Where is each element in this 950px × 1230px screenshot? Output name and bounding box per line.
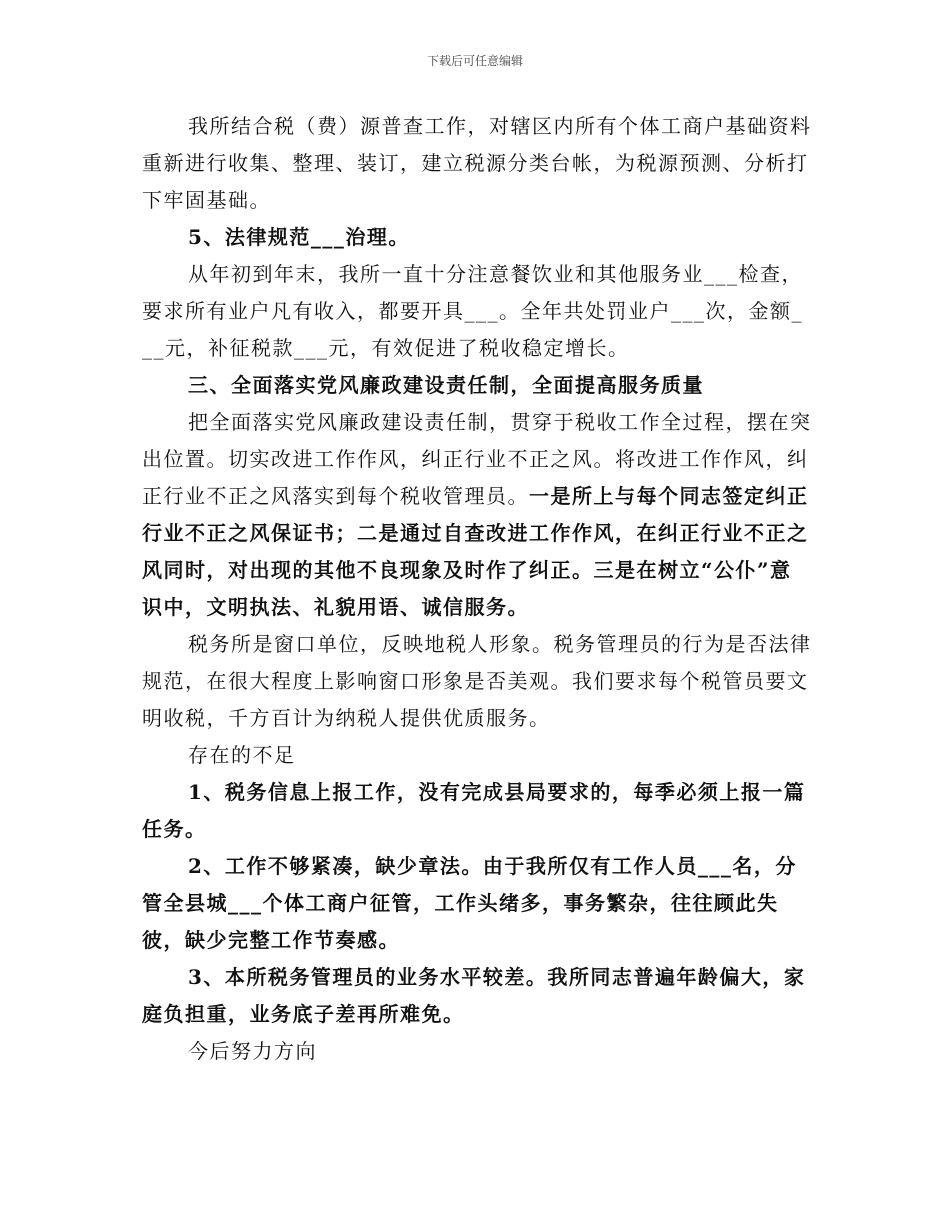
- page-header-note: 下载后可任意编辑: [426, 54, 523, 68]
- item-shortcoming-3: 3、本所税务管理员的业务水平较差。我所同志普遍年龄偏大，家庭负担重，业务底子差再所难免。: [142, 965, 806, 1026]
- item-shortcoming-2: 2、工作不够紧凑，缺少章法。由于我所仅有工作人员___名，分管全县城___个体工商户征管，工作头绪多，事务繁杂，往往顾此失彼，缺少完整工作节奏感。: [142, 854, 797, 952]
- paragraph-tax-source-survey: 我所结合税（费）源普查工作，对辖区内所有个体工商户基础资料重新进行收集、整理、装订，建立税源分类台帐，为税源预测、分析打下牢固基础。: [142, 114, 812, 212]
- heading-future-direction: 今后努力方向: [188, 1039, 317, 1063]
- item-shortcoming-1: 1、税务信息上报工作，没有完成县局要求的，每季必须上报一篇任务。: [142, 780, 806, 841]
- heading-legal-standardization: 5、法律规范___治理。: [188, 225, 410, 249]
- paragraph-window-unit: 税务所是窗口单位，反映地税人形象。税务管理员的行为是否法律规范，在很大程度上影响窗口形象是否美观。我们要求每个税管员要文明收税，千方百计为纳税人提供优质服务。: [142, 632, 812, 730]
- document-body: [142, 108, 812, 1070]
- paragraph-party-conduct-bold: 一是所上与每个同志签定纠正行业不正之风保证书；二是通过自查改进工作作风，在纠正行业不正之风同时，对出现的其他不良现象及时作了纠正。三是在树立“公仆”意识中，文明执法、礼貌用语、诚信服务。: [142, 484, 809, 619]
- paragraph-party-conduct-normal: 把全面落实党风廉政建设责任制，贯穿于税收工作全过程，摆在突出位置。切实改进工作作风，纠正行业不正之风。将改进工作作风，纠正行业不正之风落实到每个税收管理员。: [142, 410, 812, 508]
- heading-section-three: 三、全面落实党风廉政建设责任制，全面提高服务质量: [188, 373, 704, 397]
- paragraph-party-conduct: [142, 404, 812, 626]
- paragraph-inspection-results: 从年初到年末，我所一直十分注意餐饮业和其他服务业___检查，要求所有业户凡有收入，都要开具___。全年共处罚业户___次，金额___元，补征税款___元，有效促进了税收稳定增长。: [142, 262, 803, 360]
- heading-shortcomings: 存在的不足: [188, 743, 296, 767]
